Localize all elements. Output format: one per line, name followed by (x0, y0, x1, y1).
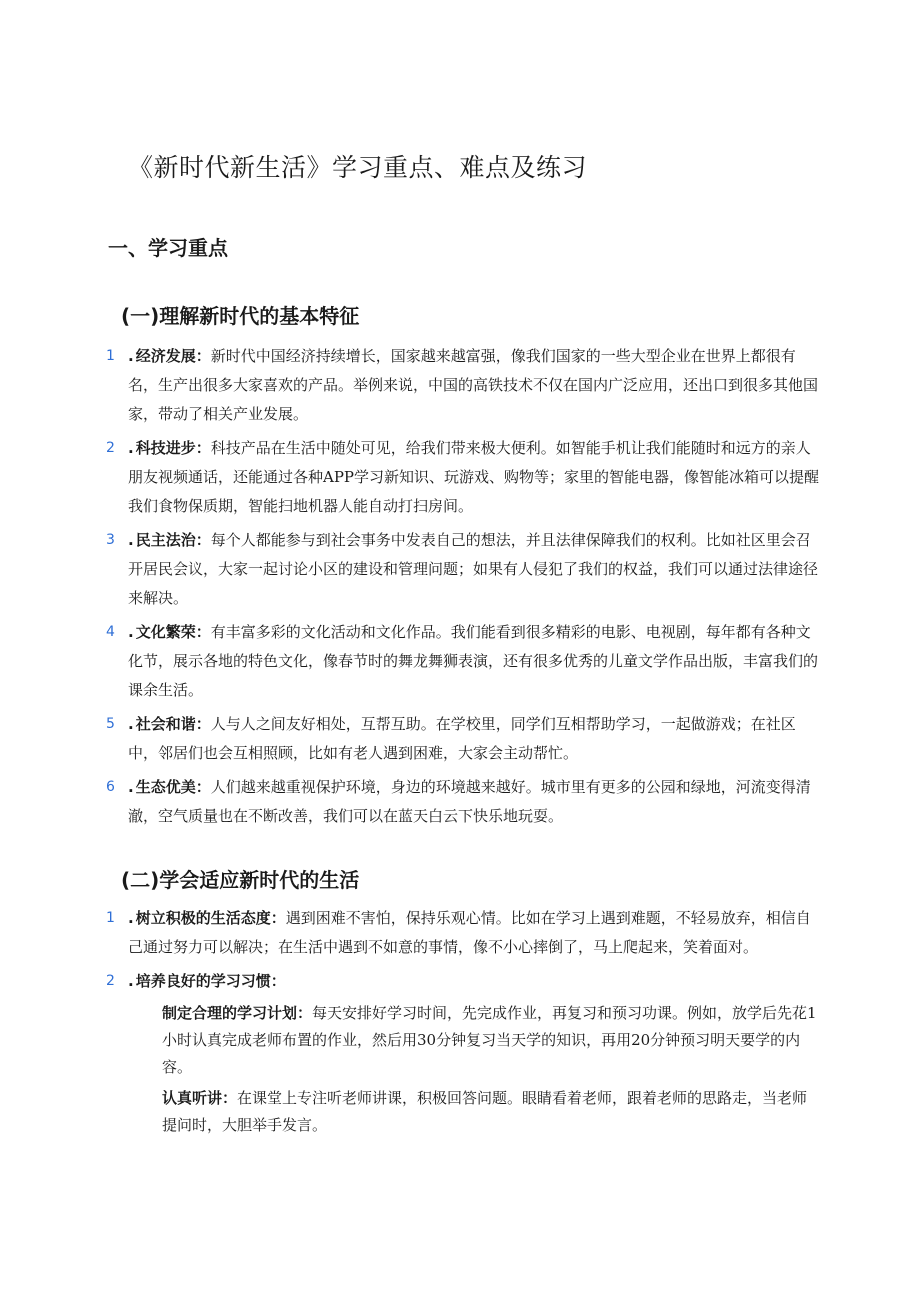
sub-item-text: 每天安排好学习时间，先完成作业，再复习和预习功课。例如，放学后先花1小时认真完成老师布置的作业，然后用30分钟复习当天学的知识，再用20分钟预习明天要学的内容。 (162, 1004, 817, 1076)
sub-item-term: 认真听讲： (162, 1089, 238, 1107)
item-number: 6 (106, 779, 115, 795)
list-item (106, 773, 820, 831)
item-text: 有丰富多彩的文化活动和文化作品。我们能看到很多精彩的电影、电视剧，每年都有各种文化节，展示各地的特色文化，像春节时的舞龙舞狮表演，还有很多优秀的儿童文学作品出版，丰富我们的课余生活。 (128, 623, 819, 699)
sub-item-study-plan (162, 1000, 820, 1081)
item-term: . 生态优美： (128, 778, 211, 796)
item-number: 2 (106, 973, 115, 989)
item-text: 科技产品在生活中随处可见，给我们带来极大便利。如智能手机让我们能随时和远方的亲人朋友视频通话，还能通过各种APP学习新知识、玩游戏、购物等；家里的智能电器，像智能冰箱可以提醒我们食物保质期，智能扫地机器人能自动打扫房间。 (128, 439, 820, 515)
sub-item-listen-carefully (162, 1085, 820, 1139)
item-term: . 树立积极的生活态度： (128, 909, 286, 927)
item-term: . 社会和谐： (128, 715, 211, 733)
item-text: 人与人之间友好相处，互帮互助。在学校里，同学们互相帮助学习，一起做游戏；在社区中，邻居们也会互相照顾，比如有老人遇到困难，大家会主动帮忙。 (128, 715, 796, 762)
features-list (106, 342, 820, 836)
list-item (106, 710, 820, 768)
item-term: . 培养良好的学习习惯： (128, 972, 286, 990)
item-number: 4 (106, 624, 115, 640)
adapt-list (106, 904, 820, 1144)
list-item (106, 904, 820, 962)
item-text: 人们越来越重视保护环境，身边的环境越来越好。城市里有更多的公园和绿地，河流变得清澈，空气质量也在不断改善，我们可以在蓝天白云下快乐地玩耍。 (128, 778, 811, 825)
list-item (106, 618, 820, 705)
item-text: 新时代中国经济持续增长，国家越来越富强，像我们国家的一些大型企业在世界上都很有名，生产出很多大家喜欢的产品。举例来说，中国的高铁技术不仅在国内广泛应用，还出口到很多其他国家，带动了相关产业发展。 (128, 347, 819, 423)
item-number: 3 (106, 532, 115, 548)
list-item (106, 342, 820, 429)
item-number: 1 (106, 348, 115, 364)
item-number: 5 (106, 716, 115, 732)
item-text: 每个人都能参与到社会事务中发表自己的想法，并且法律保障我们的权利。比如社区里会召开居民会议，大家一起讨论小区的建设和管理问题；如果有人侵犯了我们的权益，我们可以通过法律途径来解决。 (128, 531, 819, 607)
item-term: . 民主法治： (128, 531, 211, 549)
list-item (106, 434, 820, 521)
subheading-adapt-new-life: (二)学会适应新时代的生活 (121, 868, 360, 892)
subheading-new-era-features: (一)理解新时代的基本特征 (121, 304, 360, 328)
list-item (106, 967, 820, 1139)
section-heading-key-points: 一、学习重点 (108, 236, 228, 260)
list-item (106, 526, 820, 613)
item-term: . 科技进步： (128, 439, 211, 457)
item-number: 1 (106, 910, 115, 926)
sub-item-text: 在课堂上专注听老师讲课，积极回答问题。眼睛看着老师，跟着老师的思路走，当老师提问时，大胆举手发言。 (162, 1089, 808, 1134)
page-title: 《新时代新生活》学习重点、难点及练习 (128, 153, 588, 182)
item-term: . 经济发展： (128, 347, 211, 365)
sub-item-term: 制定合理的学习计划： (162, 1004, 313, 1022)
item-text: 遇到困难不害怕，保持乐观心情。比如在学习上遇到难题，不轻易放弃，相信自己通过努力可以解决；在生活中遇到不如意的事情，像不小心摔倒了，马上爬起来，笑着面对。 (128, 909, 811, 956)
item-number: 2 (106, 440, 115, 456)
item-term: . 文化繁荣： (128, 623, 211, 641)
